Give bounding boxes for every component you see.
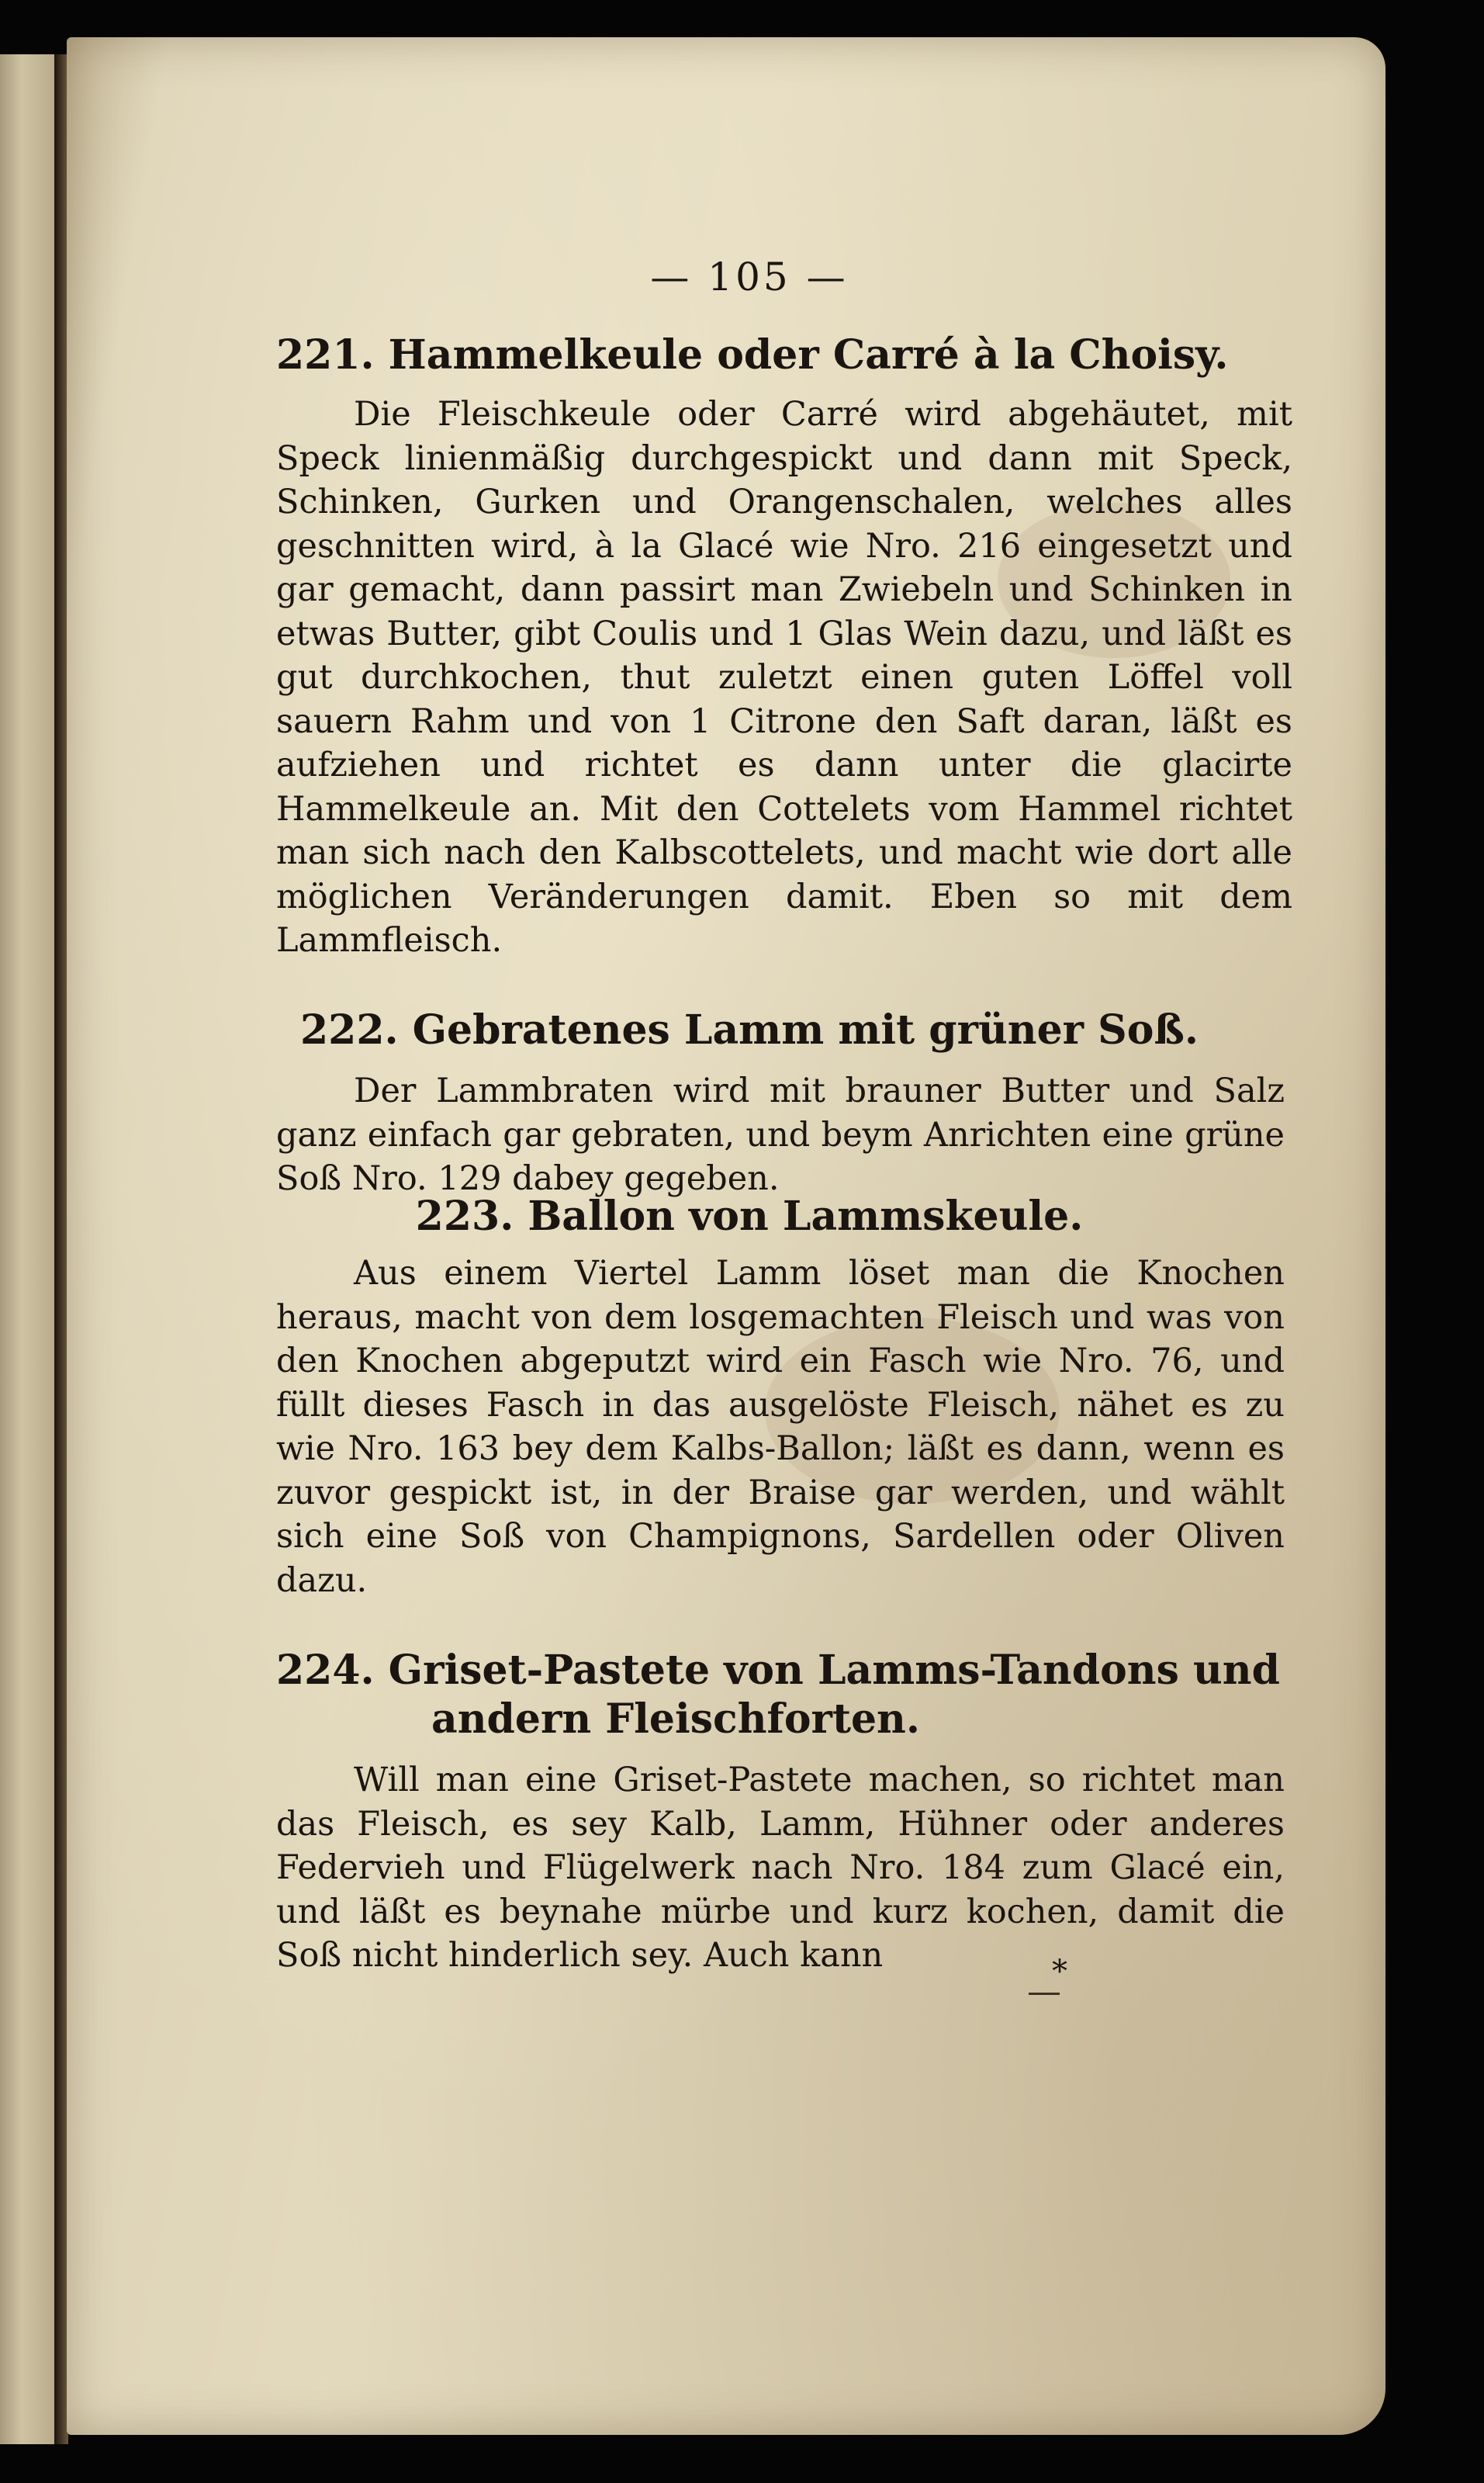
recipe-heading-221 xyxy=(276,332,1285,379)
recipe-number: 223. xyxy=(415,1193,514,1240)
recipe-text-224: Will man eine Griset-Pastete machen, so richtet man das Fleisch, es sey Kalb, Lamm, Hühner oder anderes Federvieh und Flügelwerk nach Nro. 184 zum Glacé ein, und läßt es beynahe mürbe und kurz kochen, damit die Soß nicht hinderlich sey. Auch kann xyxy=(276,1761,1285,1975)
book-page xyxy=(67,37,1385,2435)
recipe-number: 222. xyxy=(299,1006,399,1054)
recipe-number: 224. xyxy=(276,1647,375,1694)
recipe-title: Gebratenes Lamm mit grüner Soß. xyxy=(412,1006,1199,1054)
recipe-title: Griset-Pastete von Lamms-Tandons und xyxy=(388,1647,1280,1694)
recipe-text-222: Der Lammbraten wird mit brauner Butter und Salz ganz einfach gar gebraten, und beym Anrichten eine grüne Soß Nro. 129 dabey gegeben. xyxy=(276,1072,1285,1198)
printer-mark xyxy=(1029,1993,1060,1995)
recipe-heading-224-continued: andern Fleischforten. xyxy=(431,1695,920,1743)
recipe-heading-224 xyxy=(276,1647,1285,1694)
signature-mark: * xyxy=(1052,1954,1067,1990)
recipe-heading-223 xyxy=(214,1193,1285,1240)
recipe-text-223: Aus einem Viertel Lamm löset man die Knochen heraus, macht von dem losgemachten Fleisch und was von den Knochen abgeputzt wird ein Fasch wie Nro. 76, und füllt dieses Fasch in das ausgelöste Fleisch, nähet es zu wie Nro. 163 bey dem Kalbs-Ballon; läßt es dann, wenn es zuvor gespickt ist, in der Braise gar werden, und wählt sich eine Soß von Champignons, Sardellen oder Oliven dazu. xyxy=(276,1254,1285,1600)
facing-page-edge xyxy=(0,54,57,2444)
recipe-text-221: Die Fleischkeule oder Carré wird abgehäutet, mit Speck linienmäßig durchgespickt und dann mit Speck, Schinken, Gurken und Orangenschalen, welches alles geschnitten wird, à la Glacé wie Nro. 216 eingesetzt und gar gemacht, dann passirt man Zwiebeln und Schinken in etwas Butter, gibt Coulis und 1 Glas Wein dazu, und läßt es gut durchkochen, thut zuletzt einen guten Löffel voll sauern Rahm und von 1 Citrone den Saft daran, läßt es aufziehen und richtet es dann unter die glacirte Hammelkeule an. Mit den Cottelets vom Hammel richtet man sich nach den Kalbscottelets, und macht wie dort alle möglichen Veränderungen damit. Eben so mit dem Lammfleisch. xyxy=(276,395,1292,960)
recipe-number: 221. xyxy=(276,331,375,379)
recipe-title: Hammelkeule oder Carré à la Choisy. xyxy=(388,331,1229,379)
page-number: — 105 — xyxy=(650,255,849,300)
recipe-title: Ballon von Lammskeule. xyxy=(528,1193,1084,1240)
recipe-heading-222 xyxy=(214,1007,1285,1054)
